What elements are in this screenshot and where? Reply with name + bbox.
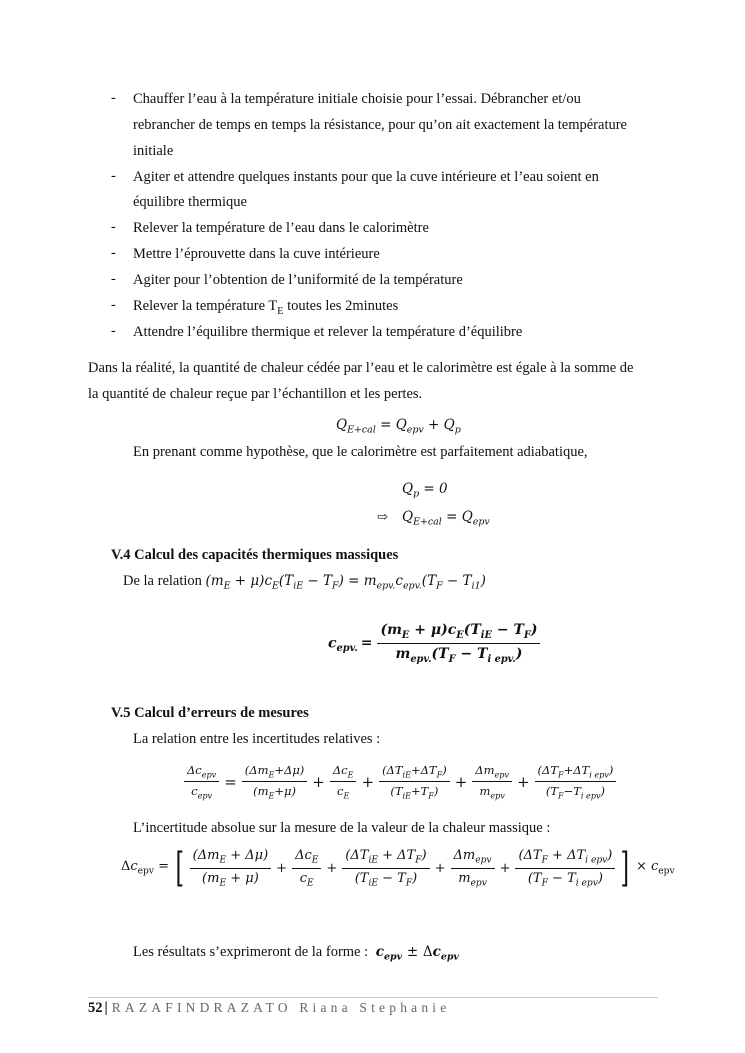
bullet-3: Relever la température de l’eau dans le calorimètre — [133, 220, 429, 236]
bullet-1-line-1: Chauffer l’eau à la température initiale choisie pour l’essai. Débrancher et/ou — [133, 91, 581, 107]
section-v5-intro: La relation entre les incertitudes relatives : — [133, 731, 381, 747]
paragraph-line-1: Dans la réalité, la quantité de chaleur cédée par l’eau et le calorimètre est égale à la somme de — [88, 360, 634, 376]
bullet-dash: - — [111, 245, 116, 261]
bullet-1-line-3: initiale — [133, 143, 174, 159]
bullet-7: Attendre l’équilibre thermique et relever la température d’équilibre — [133, 324, 523, 340]
equation-heat-balance: $Q_{E+cal} = Q_{epv} + Q_p$ — [336, 417, 461, 436]
equation-result-form: $c_{epv} \pm \Delta c_{epv}$ — [375, 944, 459, 963]
section-title-v5: V.5 Calcul d’erreurs de mesures — [111, 705, 309, 721]
bullet-2-line-1: Agiter et attendre quelques instants pour que la cuve intérieure et l’eau soient en — [133, 169, 599, 185]
bullet-dash: - — [111, 271, 116, 287]
bullet-6 — [133, 297, 398, 321]
bullet-6-tail: toutes les 2minutes — [283, 298, 399, 314]
page-footer — [88, 1000, 450, 1017]
equation-qp-zero: $Q_p = 0$ — [402, 481, 448, 500]
footer-separator: | — [104, 1000, 108, 1016]
result-line — [133, 943, 459, 967]
implies-arrow-icon: ⇨ — [377, 509, 388, 524]
footer-author: RAZAFINDRAZATO Riana Stephanie — [111, 1000, 451, 1015]
bullet-dash: - — [111, 323, 116, 339]
bullet-2-line-2: équilibre thermique — [133, 194, 247, 210]
section-v4-intro — [123, 572, 486, 596]
result-intro: Les résultats s’exprimeront de la forme : — [133, 944, 369, 960]
equation-relative-uncertainty: $\frac{\Delta c_{epv}}{c_{epv}}$ = $\frac{(\Delta m_E+\Delta\mu)}{(m_E+\mu)}$ + $\frac{\Delta c_E}{c_E}$ + $\frac{(\Delta T_{iE}+\Delta T_F)}{(T_{iE}+T_F)}$ + $\frac{\Delta m_{epv}}{m_{epv}}$ + $\frac{(\Delta T_F+\Delta T_{i epv})}{(T_F-T_{i epv})}$ — [182, 763, 618, 801]
section-v4-intro-text: De la relation — [123, 573, 202, 589]
equation-absolute-uncertainty: $\Delta c_{epv}$ = [ $\frac{(\Delta m_E + \Delta\mu)}{(m_E + \mu)}$ + $\frac{\Delta c_E}{c_E}$ + $\frac{(\Delta T_{iE} + \Delta T_F)}{(T_{iE} - T_F)}$ + $\frac{\Delta m_{epv}}{m_{epv}}$ + $\frac{(\Delta T_F + \Delta T_{i epv})}{(T_F - T_{i epv})}$ ] × $c_{epv}$ — [121, 845, 675, 892]
bullet-dash: - — [111, 297, 116, 313]
equation-c-epv: $c_{epv.}$ = $\frac{(m_E + \mu)c_E(T_{iE} - T_F)}{m_{epv.}(T_F - T_{i epv.})}$ — [328, 622, 542, 665]
page-number: 52 — [88, 1000, 103, 1016]
footer-divider — [88, 997, 658, 998]
absolute-uncertainty-intro: L’incertitude absolue sur la mesure de la valeur de la chaleur massique : — [133, 820, 551, 836]
bullet-dash: - — [111, 168, 116, 184]
bullet-6-text: Relever la température T — [133, 298, 278, 314]
section-title-v4: V.4 Calcul des capacités thermiques massiques — [111, 547, 399, 563]
hypothesis-text: En prenant comme hypothèse, que le calorimètre est parfaitement adiabatique, — [133, 444, 588, 460]
bullet-6-sub: E — [277, 305, 284, 317]
bullet-5: Agiter pour l’obtention de l’uniformité de la température — [133, 272, 463, 288]
equation-adiabatic: $Q_{E+cal} = Q_{epv}$ — [402, 509, 490, 528]
equation-relation: $(m_E + \mu)c_E(T_{iE} - T_F) = m_{epv.}c_{epv.}(T_F - T_{i1})$ — [205, 573, 486, 592]
bullet-dash: - — [111, 219, 116, 235]
bullet-dash: - — [111, 90, 116, 106]
bullet-1-line-2: rebrancher de temps en temps la résistance, pour qu’on ait exactement la température — [133, 117, 627, 133]
paragraph-line-2: la quantité de chaleur reçue par l’échantillon et les pertes. — [88, 386, 423, 402]
bullet-4: Mettre l’éprouvette dans la cuve intérieure — [133, 246, 380, 262]
